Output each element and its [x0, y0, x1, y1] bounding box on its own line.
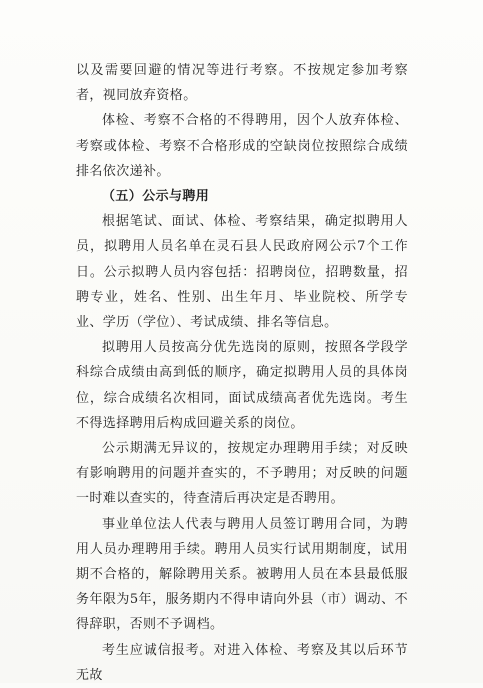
section-heading-publicity-hiring	[76, 184, 408, 209]
paragraph-examination-continued: 以及需要回避的情况等进行考察。不按规定参加考察者，视同放弃资格。	[76, 63, 408, 104]
paragraph-contract-probation: 事业单位法人代表与聘用人员签订聘用合同，为聘用人员办理聘用手续。聘用人员实行试用期制度，试用期不合格的，解除聘用关系。被聘用人员在本县最低服务年限为5年，服务期内不得申请向外县（市）调动、不得辞职，否则不予调档。	[76, 516, 408, 633]
paragraph-position-selection: 拟聘用人员按高分优先选岗的原则，按照各学段学科综合成绩由高到低的顺序，确定拟聘用人员的具体岗位，综合成绩名次相同，面试成绩高者优先选岗。考生不得选择聘用后构成回避关系的岗位。	[76, 340, 408, 431]
paragraph-integrity: 考生应诚信报考。对进入体检、考察及其以后环节无故	[76, 642, 408, 683]
paragraph-objection-handling: 公示期满无异议的，按规定办理聘用手续；对反映有影响聘用的问题并查实的，不予聘用；对反映的问题一时难以查实的，待查清后再决定是否聘用。	[76, 441, 408, 507]
section-heading-text: （五）公示与聘用	[102, 189, 210, 205]
paragraph-publicity: 根据笔试、面试、体检、考察结果，确定拟聘用人员，拟聘用人员名单在灵石县人民政府网公示7个工作日。公示拟聘人员内容包括：招聘岗位，招聘数量，招聘专业，姓名、性别、出生年月、毕业院校、所学专业、学历（学位）、考试成绩、排名等信息。	[76, 214, 408, 331]
document-body	[76, 58, 408, 688]
paragraph-unqualified-vacancy: 体检、考察不合格的不得聘用，因个人放弃体检、考察或体检、考察不合格形成的空缺岗位按照综合成绩排名依次递补。	[76, 113, 408, 179]
